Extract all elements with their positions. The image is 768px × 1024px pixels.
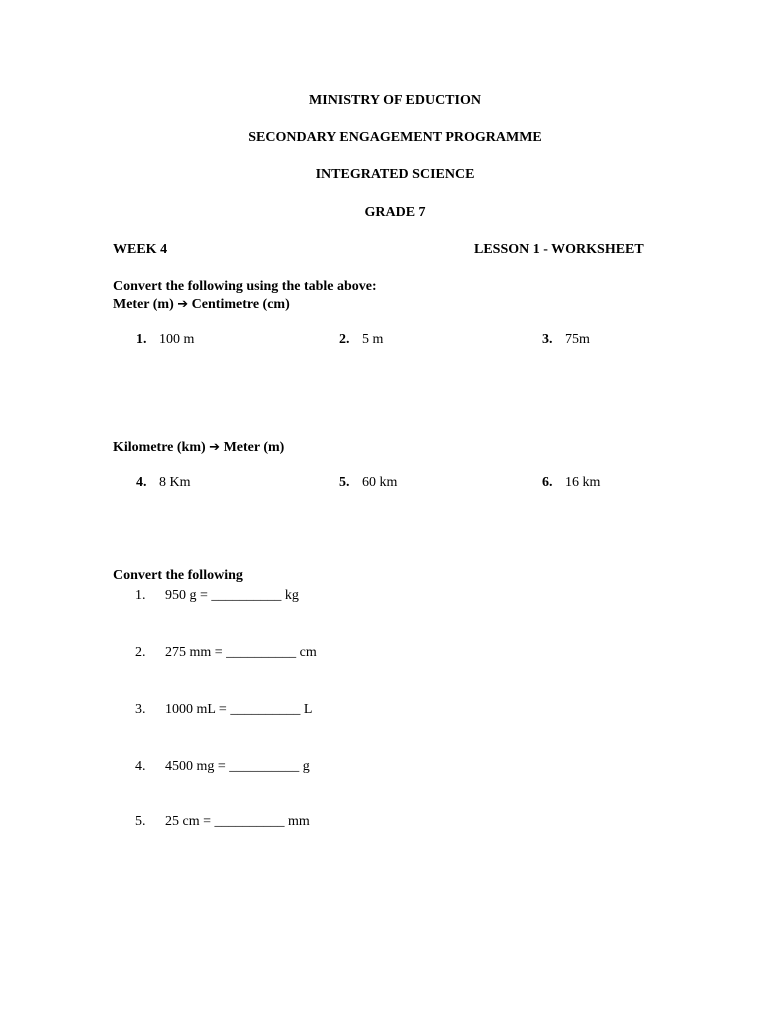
arrow-right-icon: ➔ [177, 297, 189, 312]
section2-conversion-heading [113, 440, 284, 456]
header-ministry: MINISTRY OF EDUCTION [309, 93, 481, 108]
section1-item-3 [542, 332, 590, 348]
section1-to-unit: Centimetre (cm) [191, 297, 290, 312]
item-text: 8 Km [159, 475, 191, 490]
item-text: 75m [565, 332, 590, 347]
section2-item-4 [136, 475, 191, 491]
item-text: 275 mm = __________ cm [165, 645, 317, 660]
section1-item-2 [339, 332, 383, 348]
item-number: 3. [135, 702, 146, 717]
header-grade: GRADE 7 [364, 205, 426, 220]
section2-from-unit: Kilometre (km) [113, 440, 206, 455]
item-number: 1. [135, 588, 146, 603]
section1-from-unit: Meter (m) [113, 297, 174, 312]
section3-instruction: Convert the following [113, 568, 243, 583]
item-text: 25 cm = __________ mm [165, 814, 310, 829]
item-number: 4. [135, 759, 146, 774]
header-programme: SECONDARY ENGAGEMENT PROGRAMME [248, 130, 542, 145]
item-number: 5. [339, 475, 350, 490]
header-subject: INTEGRATED SCIENCE [315, 167, 475, 182]
section1-conversion-heading [113, 297, 290, 313]
item-number: 4. [136, 475, 147, 490]
item-text: 1000 mL = __________ L [165, 702, 313, 717]
week-label: WEEK 4 [113, 242, 168, 257]
arrow-right-icon: ➔ [209, 440, 221, 455]
item-number: 1. [136, 332, 147, 347]
lesson-label: LESSON 1 - WORKSHEET [474, 242, 644, 257]
section2-item-5 [339, 475, 397, 491]
item-text: 950 g = __________ kg [165, 588, 299, 603]
item-text: 60 km [362, 475, 398, 490]
section1-instruction: Convert the following using the table above: [113, 279, 377, 294]
section1-item-1 [136, 332, 194, 348]
item-number: 5. [135, 814, 146, 829]
item-number: 2. [135, 645, 146, 660]
item-text: 16 km [565, 475, 601, 490]
item-number: 6. [542, 475, 553, 490]
item-text: 4500 mg = __________ g [165, 759, 310, 774]
item-number: 2. [339, 332, 350, 347]
section2-item-6 [542, 475, 600, 491]
item-number: 3. [542, 332, 553, 347]
section2-to-unit: Meter (m) [223, 440, 285, 455]
item-text: 5 m [362, 332, 384, 347]
item-text: 100 m [159, 332, 195, 347]
